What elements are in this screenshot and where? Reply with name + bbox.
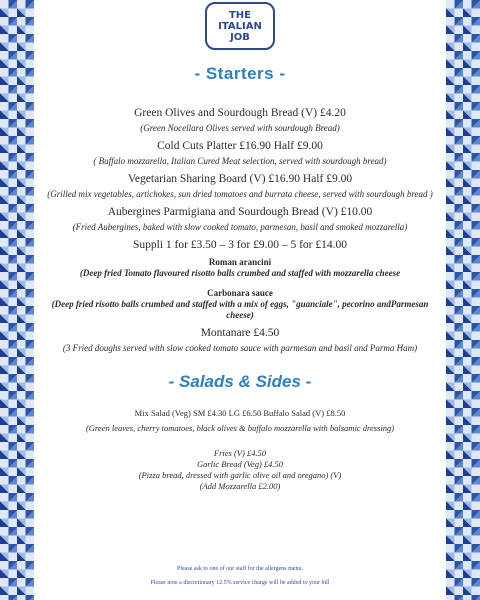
item-roman-arancini: Roman arancini xyxy=(208,257,272,267)
item-carbonara-desc: (Deep fried risotto balls crumbed and staffed with a mix of eggs, "guanciale", pecorino andParmesan cheese) xyxy=(51,299,429,320)
tile-border-left xyxy=(0,0,34,600)
item-cold-cuts-desc: ( Buffalo mozzarella, Italian Cured Meat selection, served with sourdough bread) xyxy=(93,156,387,166)
tile-border-right xyxy=(446,0,480,600)
logo-line-1: THE xyxy=(228,9,252,21)
item-add-mozzarella: (Add Mozzarella £2.00) xyxy=(199,481,281,491)
item-fries: Fries (V) £4.50 xyxy=(213,448,267,458)
item-aubergines-desc: (Fried Aubergines, baked with slow cooked tomato, parmesan, basil and smoked mozzarella) xyxy=(72,222,408,232)
item-garlic-bread-desc: (Pizza bread, dressed with garlic olive oil and oregano) (V) xyxy=(138,470,342,480)
item-salads: Mix Salad (Veg) SM £4.30 LG £6.50 Buffalo Salad (V) £8.50 xyxy=(134,408,346,418)
item-veg-board-desc: (Grilled mix vegetables, artichokes, sun dried tomatoes and burrata cheese, served with sourdough bread ) xyxy=(47,189,433,199)
item-aubergines: Aubergines Parmigiana and Sourdough Bread (V) £10.00 xyxy=(107,206,373,218)
logo-line-3: JOB xyxy=(230,31,250,43)
footer xyxy=(40,566,440,594)
item-veg-board: Vegetarian Sharing Board (V) £16.90 Half £9.00 xyxy=(127,173,353,185)
logo-line-2: ITALIAN xyxy=(218,20,262,32)
item-cold-cuts: Cold Cuts Platter £16.90 Half £9.00 xyxy=(157,140,323,152)
service-charge-note: Please note a discretionary 12.5% service charge will be added to your bill xyxy=(150,580,330,586)
restaurant-logo xyxy=(205,2,275,50)
item-green-olives: Green Olives and Sourdough Bread (V) £4.20 xyxy=(134,107,346,119)
menu-page xyxy=(40,0,440,600)
item-salads-desc: (Green leaves, cherry tomatoes, black olives & buffalo mozzarella with balsamic dressing) xyxy=(85,423,395,433)
item-carbonara: Carbonara sauce xyxy=(207,288,273,298)
item-garlic-bread: Garlic Bread (Veg) £4.50 xyxy=(196,459,284,469)
allergens-note: Please ask to one of our staff for the allergens menu. xyxy=(177,566,303,572)
item-green-olives-desc: (Green Nocellara Olives served with sourdough Bread) xyxy=(140,123,340,133)
item-montanare: Montanare £4.50 xyxy=(200,327,280,339)
item-roman-arancini-desc: (Deep fried Tomato flavoured risotto balls crumbed and staffed with mozzarella cheese xyxy=(79,268,401,278)
salads-heading: - Salads & Sides - xyxy=(168,372,312,391)
starters-heading: - Starters - xyxy=(194,64,286,83)
item-montanare-desc: (3 Fried doughs served with slow cooked tomato sauce with parmesan and basil and Parma Ham) xyxy=(62,343,418,353)
item-suppli: Suppli 1 for £3.50 – 3 for £9.00 – 5 for £14.00 xyxy=(132,239,347,251)
